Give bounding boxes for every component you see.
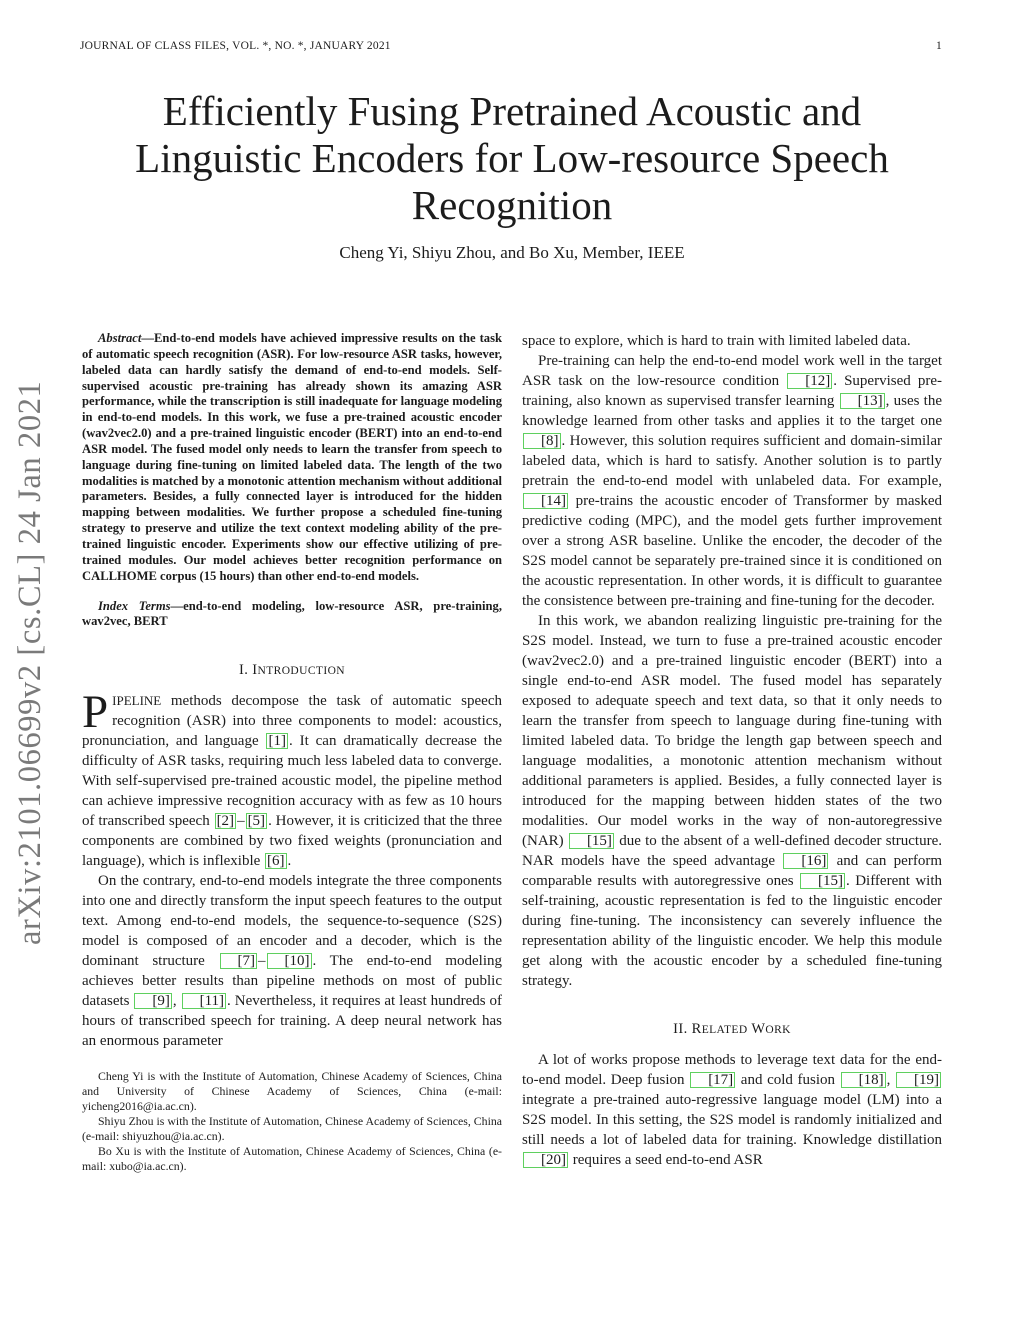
citation-link[interactable]: [6] (267, 853, 285, 870)
page-number: 1 (936, 40, 942, 52)
citation-link[interactable]: [7] (220, 953, 258, 969)
citation-link[interactable]: [17] (690, 1072, 735, 1088)
footnote: Bo Xu is with the Institute of Automation, Chinese Academy of Sciences, China (e-mail: xubo@ia.ac.cn). (82, 1144, 502, 1174)
section-heading-introduction: I. INTRODUCTION (239, 662, 345, 679)
intro-paragraph-1: PIPELINE methods decompose the task of automatic speech recognition (ASR) into three components to model: acoustics, pronunciation, and language [1] . It can dramatically decrease the difficulty of ASR tasks, requiring much less labeled data to converge. With self-supervised pre-trained acoustic model, the pipeline method can achieve impressive recognition accuracy with as few as 10 hours of transcribed speech [2] – [5] . However, it is criticized that the three components are combined by two fixed weights (pronunciation and language), which is inflexible [6] . (82, 686, 502, 870)
citation-link[interactable]: [15] (569, 833, 614, 849)
footnote: Cheng Yi is with the Institute of Automation, Chinese Academy of Sciences, China and University of Chinese Academy of Sciences, China (e-mail: yicheng2016@ia.ac.cn). (82, 1069, 502, 1114)
citation-link[interactable]: [14] (523, 493, 568, 509)
abstract-text: —End-to-end models have achieved impressive results on the task of automatic speech recognition (ASR). For low-resource ASR tasks, however, labeled data can hardly satisfy the demand of end-to-end models. Self-supervised acoustic pre-training has already shown its amazing ASR performance, while the transcription is still inadequate for language modeling in end-to-end models. In this work, we fuse a pre-trained acoustic encoder (wav2vec2.0) and a pre-trained linguistic encoder (BERT) into an end-to-end ASR model. The fused model only needs to learn the transfer from speech to language during fine-tuning on limited labeled data. The length of the two modalities is matched by a monotonic attention mechanism without additional parameters. Besides, a fully connected layer is introduced for the hidden mapping between modalities. We further propose a scheduled fine-tuning strategy to preserve and utilize the text context modeling ability of the pre-trained linguistic encoder. Experiments show our effective utilizing of pre-trained modules. Our model achieves better recognition performance on CALLHOME corpus (15 hours) than other end-to-end models. (82, 331, 502, 583)
section-heading-related-work: II. RELATED WORK (673, 1021, 791, 1037)
citation-link[interactable]: [20] (523, 1152, 568, 1168)
title-line: Linguistic Encoders for Low-resource Speech (135, 135, 889, 181)
index-terms (82, 599, 502, 631)
abstract (82, 331, 502, 585)
body-paragraph: Pre-training can help the end-to-end model work well in the target ASR task on the low-resource condition [12] . Supervised pre-training, also known as supervised transfer learning [13] , uses the knowledge learned from other tasks and applies it to the target one [8] . However, this solution requires sufficient and domain-similar labeled data, which is hard to satisfy. Another solution is to partly pretrain the end-to-end model with unlabeled data. For example, [14] pre-trains the acoustic encoder of Transformer by masked predictive coding (MPC), and the model gets further improvement over a strong ASR baseline. Unlike the encoder, the decoder of the S2S model cannot be separately pre-trained since it is conditioned on the acoustic representation. In other words, it is difficult to guarantee the consistence between pre-training and fine-tuning for the decoder. (522, 353, 942, 609)
paper-title (60, 88, 964, 229)
section-numeral: I. (239, 662, 249, 679)
title-line: Efficiently Fusing Pretrained Acoustic and (162, 88, 862, 134)
section-numeral: II. (673, 1021, 688, 1037)
citation-link[interactable]: [2] (216, 813, 235, 830)
arxiv-identifier: arXiv:2101.06699v2 [cs.CL] 24 Jan 2021 (12, 380, 48, 945)
citation-link[interactable]: [9] (134, 993, 172, 1009)
body-paragraph: In this work, we abandon realizing linguistic pre-training for the S2S model. Instead, we turn to fuse a pre-trained acoustic encoder (wav2vec2.0) and a pre-trained linguistic encoder (BERT) into a single end-to-end ASR model. The fused model has separately exposed to adequate speech and text data, so that it only needs to learn the transfer from speech to language during fine-tuning with limited labeled data. To bridge the length gap between speech and language modalities, a monotonic attention mechanism without additional parameters is applied. Besides, a fully connected layer is introduced for the mapping between hidden states of the two modalities. Our model works in the way of non-autoregressive (NAR) [15] due to the absent of a well-defined decoder structure. NAR models have the speed advantage [16] and can perform comparable results with autoregressive ones [15] . Different with self-training, acoustic representation is fed to the linguistic encoder during fine-tuning. The inconsistency can severely influence the representation ability of the linguistic encoder. We help this module get along with the acoustic encoder by a scheduled fine-tuning strategy. (522, 613, 942, 989)
right-column (522, 331, 942, 1170)
intro-paragraph-2: On the contrary, end-to-end models integrate the three components into one and directly transform the input speech features to the output text. Among end-to-end models, the sequence-to-sequence (S2S) model is composed of an encoder and a decoder, which is the dominant structure [7] – [10] . The end-to-end modeling achieves better results than pipeline methods on most of public datasets [9] , [11] . Nevertheless, it requires at least hundreds of hours of transcribed speech for training. A deep neural network has an enormous parameter (82, 873, 503, 1050)
citation-link[interactable]: [8] (523, 433, 561, 449)
abstract-label: Abstract (98, 331, 142, 345)
citation-link[interactable]: [1] (268, 733, 286, 750)
running-header: JOURNAL OF CLASS FILES, VOL. *, NO. *, JANUARY 2021 (80, 40, 391, 52)
citation-link[interactable]: [15] (800, 873, 845, 889)
footnotes (82, 1069, 502, 1174)
citation-link[interactable]: [12] (787, 373, 832, 389)
title-line: Recognition (411, 182, 613, 228)
citation-link[interactable]: [13] (840, 393, 885, 409)
citation-link[interactable]: [5] (247, 813, 266, 830)
author-list: Cheng Yi, Shiyu Zhou, and Bo Xu, Member, IEEE (339, 243, 685, 262)
footnote: Shiyu Zhou is with the Institute of Automation, Chinese Academy of Sciences, China (e-mail: shiyuzhou@ia.ac.cn). (82, 1114, 502, 1144)
citation-link[interactable]: [16] (783, 853, 828, 869)
index-terms-label: Index Terms (98, 598, 171, 613)
citation-link[interactable]: [11] (182, 993, 226, 1009)
left-column (82, 331, 502, 1174)
related-work-paragraph: A lot of works propose methods to leverage text data for the end-to-end model. Deep fusion [17] and cold fusion [18] , [19] integrate a pre-trained auto-regressive language model (LM) into a S2S model. In this setting, the S2S model is randomly initialized and still needs a lot of labeled data for training. Knowledge distillation [20] requires a seed end-to-end ASR (522, 1052, 942, 1168)
citation-link[interactable]: [19] (896, 1072, 941, 1088)
body-paragraph: space to explore, which is hard to train with limited labeled data. (522, 333, 911, 349)
drop-cap: P (82, 686, 109, 739)
citation-link[interactable]: [18] (841, 1072, 886, 1088)
citation-link[interactable]: [10] (267, 953, 312, 969)
index-terms-text: —end-to-end modeling, low-resource ASR, pre-training, wav2vec, BERT (82, 598, 502, 629)
